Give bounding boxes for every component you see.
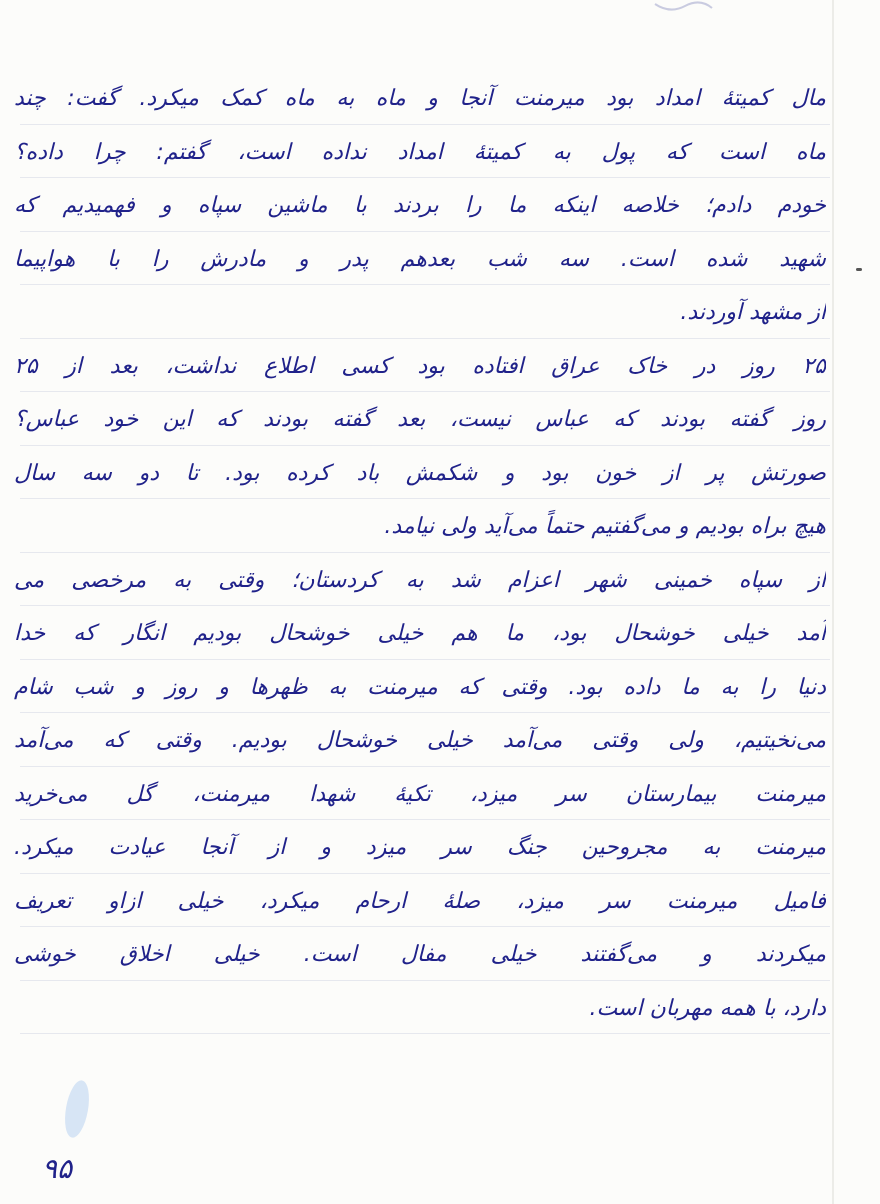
- handwritten-text: [14, 72, 826, 1035]
- text-line: فامیل میرمنت سر میزد، صلهٔ ارحام میکرد، خیلی ازاو تعریف: [14, 888, 826, 914]
- text-line: شهید شده است. سه شب بعدهم پدر و مادرش را با هواپیما: [14, 246, 826, 272]
- page-number: ۹۵: [42, 1152, 73, 1185]
- text-line: میرمنت به مجروحین جنگ سر میزد و از آنجا عیادت میکرد.: [14, 835, 826, 860]
- text-line: صورتش پر از خون بود و شکمش باد کرده بود. تا دو سه سال: [14, 460, 826, 486]
- top-ink-mark: [650, 0, 720, 18]
- text-line: دنیا را به ما داده بود. وقتی که میرمنت به ظهرها و روز و شب شام: [14, 674, 826, 700]
- text-line: آمد خیلی خوشحال بود، ما هم خیلی خوشحال بودیم انگار که خدا: [14, 621, 826, 646]
- text-line: از سپاه خمینی شهر اعزام شد به کردستان؛ وقتی به مرخصی می‌: [14, 567, 826, 593]
- text-line: خودم دادم؛ خلاصه اینکه ما را بردند با ماشین سپاه و فهمیدیم که: [14, 193, 826, 218]
- page-edge: [832, 0, 834, 1204]
- ink-smudge: [61, 1079, 93, 1140]
- ink-dot: [856, 268, 862, 271]
- text-line: میکردند و می‌گفتند خیلی مفال است. خیلی اخلاق خوشی: [14, 942, 826, 967]
- text-line: مال کمیتهٔ امداد بود میرمنت آنجا و ماه به ماه کمک میکرد. گفت: چند: [14, 86, 826, 111]
- text-line: ماه است که پول به کمیتهٔ امداد نداده است، گفتم: چرا داده؟: [14, 139, 826, 165]
- text-line: می‌نخیتیم، ولی وقتی می‌آمد خیلی خوشحال بودیم. وقتی که می‌آمد: [14, 728, 826, 753]
- text-line: دارد، با همه مهربان است.: [589, 995, 826, 1021]
- text-line: ۲۵ روز در خاک عراق افتاده بود کسی اطلاع نداشت، بعد از ۲۵: [14, 353, 826, 379]
- text-line: هیچ براه بودیم و می‌گفتیم حتماً می‌آید ولی نیامد.: [384, 514, 826, 539]
- text-line: روز گفته بودند که عباس نیست، بعد گفته بودند که این خود عباس؟: [14, 407, 826, 432]
- text-line: میرمنت بیمارستان سر میزد، تکیهٔ شهدا میرمنت، گل می‌خرید: [14, 781, 826, 807]
- text-line: از مشهد آوردند.: [680, 300, 826, 325]
